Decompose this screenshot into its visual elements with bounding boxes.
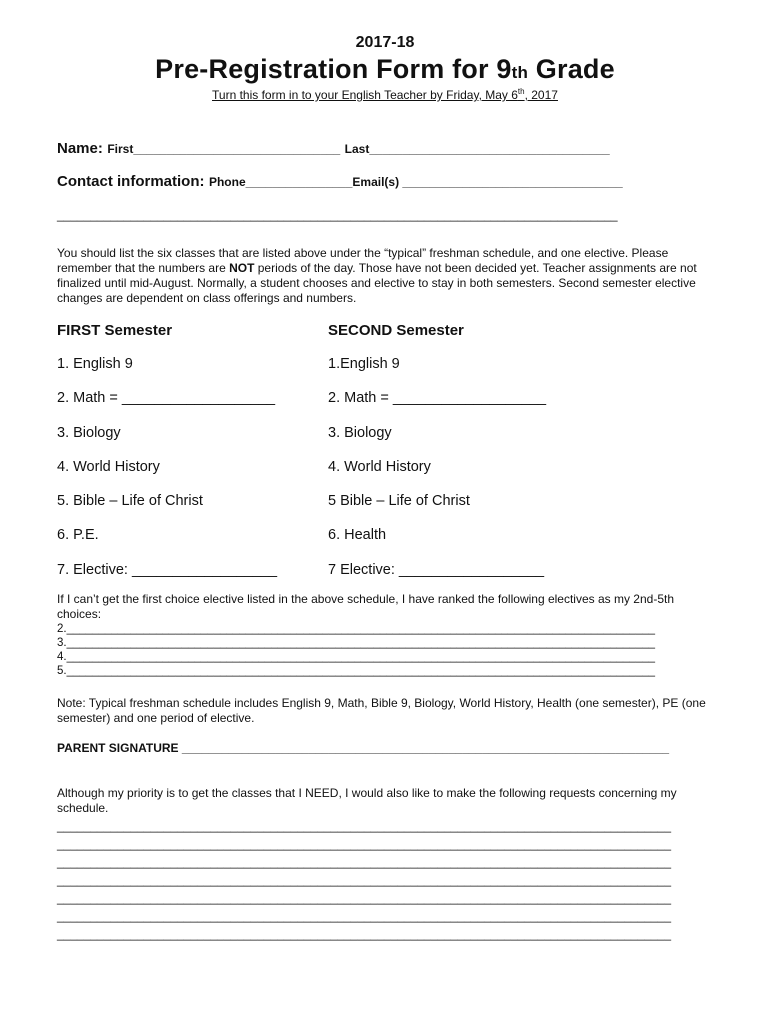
request-line-4[interactable]: ____________________________________________________________________________________________ — [57, 873, 671, 887]
request-line-7[interactable]: ____________________________________________________________________________________________ — [57, 927, 671, 941]
phone-label: Phone — [208, 175, 246, 189]
first-name-label: First — [107, 142, 134, 156]
first-course-3: 3. Biology — [57, 425, 121, 441]
instructions-paragraph — [57, 246, 717, 306]
schedule-note: Note: Typical freshman schedule includes English 9, Math, Bible 9, Biology, World History, Health (one semester), PE (one semester) and one period of elective. — [57, 696, 706, 725]
first-semester-heading: FIRST Semester — [57, 322, 173, 339]
instructions-text-before: You should list the six classes that are listed above under the “typical” freshman schedule, and one elective. Please remember that the numbers are — [57, 246, 669, 275]
phone-field[interactable]: ________________ — [245, 175, 353, 189]
title-text-main: Pre-Registration Form for 9 — [155, 54, 512, 84]
subtitle-text-end: , 2017 — [524, 88, 558, 102]
instructions-emphasis-not: NOT — [229, 261, 255, 275]
second-course-4: 4. World History — [328, 459, 431, 475]
parent-signature-row — [57, 739, 669, 757]
title-superscript: th — [511, 63, 529, 82]
contact-extra-line[interactable]: ____________________________________________________________________________________ — [57, 208, 618, 222]
subtitle-text-main: Turn this form in to your English Teacher by Friday, May 6 — [212, 88, 518, 102]
second-semester-heading: SECOND Semester — [328, 322, 464, 339]
email-label: Email(s) — [352, 175, 400, 189]
first-course-4: 4. World History — [57, 459, 160, 475]
second-course-3: 3. Biology — [328, 425, 392, 441]
contact-label: Contact information: — [57, 173, 205, 190]
last-name-label: Last — [344, 142, 370, 156]
request-line-3[interactable]: ____________________________________________________________________________________________ — [57, 855, 671, 869]
form-year: 2017-18 — [355, 34, 415, 51]
parent-signature-field[interactable]: _________________________________________________________________________ — [178, 741, 670, 755]
first-name-field[interactable]: _______________________________ — [133, 142, 341, 156]
contact-row — [57, 173, 623, 191]
request-line-2[interactable]: ____________________________________________________________________________________________ — [57, 837, 671, 851]
first-course-1: 1. English 9 — [57, 356, 133, 372]
request-line-5[interactable]: ____________________________________________________________________________________________ — [57, 891, 671, 905]
instructions-text-after: periods of the day. Those have not been decided yet. Teacher assignments are not finalized until mid-August. Normally, a student chooses and elective to stay in both semesters. Second semester elective changes are dependent on class offerings and numbers. — [57, 261, 697, 305]
second-course-6: 6. Health — [328, 527, 387, 543]
email-field[interactable]: _________________________________ — [399, 175, 623, 189]
first-course-2-math-field[interactable]: 2. Math = ___________________ — [57, 390, 276, 406]
subtitle-superscript: th — [517, 87, 525, 96]
second-course-1: 1.English 9 — [328, 356, 400, 372]
requests-intro: Although my priority is to get the classes that I NEED, I would also like to make the following requests concerning my schedule. — [57, 786, 677, 815]
first-course-6: 6. P.E. — [57, 527, 99, 543]
request-line-6[interactable]: ____________________________________________________________________________________________ — [57, 909, 671, 923]
name-label: Name: — [57, 140, 103, 157]
form-subtitle — [0, 87, 770, 102]
elective-choice-5-field[interactable]: 5.____________________________________________________________________________________________ — [57, 665, 655, 677]
first-course-7-elective-field[interactable]: 7. Elective: __________________ — [57, 562, 278, 578]
second-course-5: 5 Bible – Life of Christ — [328, 493, 470, 509]
request-line-1[interactable]: ____________________________________________________________________________________________ — [57, 819, 671, 833]
second-course-7-elective-field[interactable]: 7 Elective: __________________ — [328, 562, 545, 578]
elective-choice-2-field[interactable]: 2.____________________________________________________________________________________________ — [57, 623, 655, 635]
title-text-end: Grade — [528, 54, 615, 84]
elective-ranking-intro: If I can’t get the first choice elective listed in the above schedule, I have ranked the following electives as my 2nd-5th choices: — [57, 592, 675, 621]
first-course-5: 5. Bible – Life of Christ — [57, 493, 203, 509]
form-title — [0, 54, 770, 85]
parent-signature-label: PARENT SIGNATURE — [57, 741, 179, 755]
name-row — [57, 140, 610, 158]
second-course-2-math-field[interactable]: 2. Math = ___________________ — [328, 390, 547, 406]
elective-choice-3-field[interactable]: 3.____________________________________________________________________________________________ — [57, 637, 655, 649]
last-name-field[interactable]: ____________________________________ — [369, 142, 610, 156]
elective-choice-4-field[interactable]: 4.____________________________________________________________________________________________ — [57, 651, 655, 663]
